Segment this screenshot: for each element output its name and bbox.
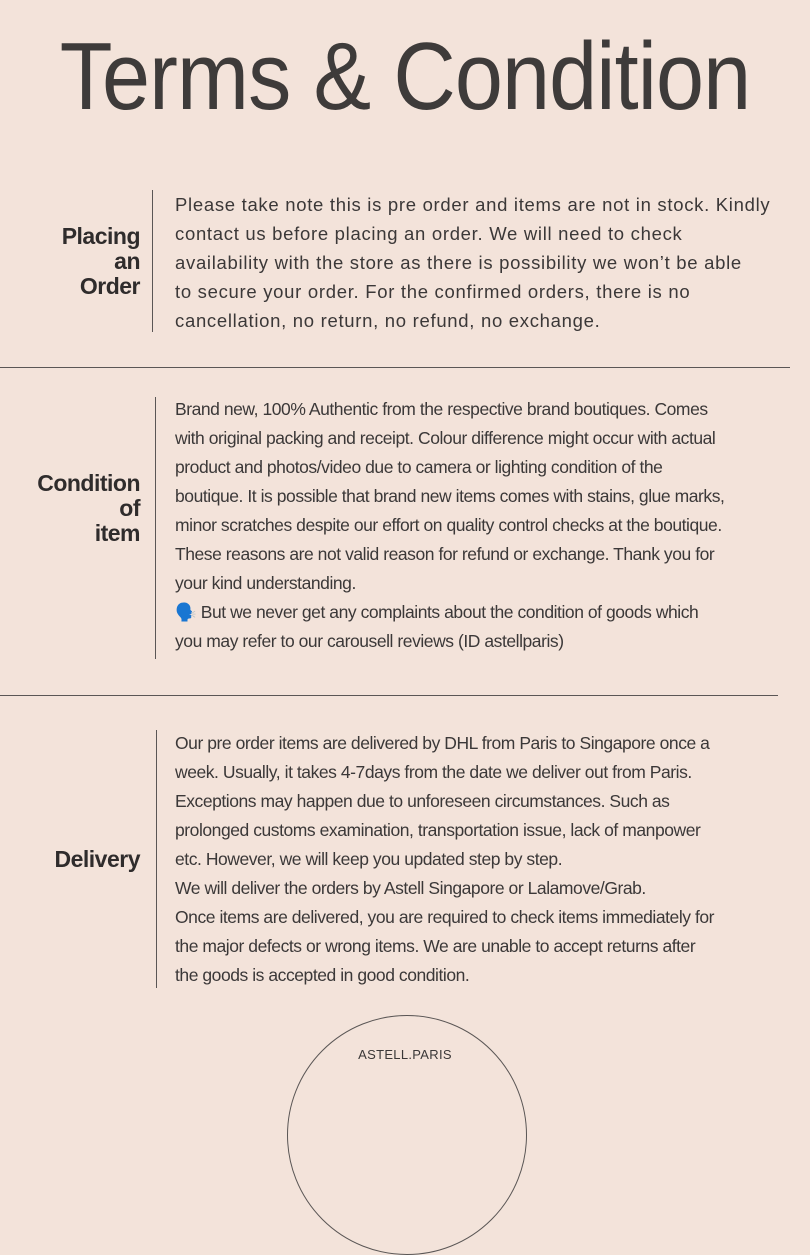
text-line: Delivery xyxy=(54,846,140,872)
delivery-text xyxy=(175,729,714,990)
text-line: item xyxy=(94,520,140,546)
text-line: you may refer to our carousell reviews (ID astellparis) xyxy=(175,631,564,651)
text-line: prolonged customs examination, transportation issue, lack of manpower xyxy=(175,820,701,840)
section-heading-delivery xyxy=(54,847,140,872)
text-line: to secure your order. For the confirmed orders, there is no xyxy=(175,281,691,302)
text-line: availability with the store as there is possibility we won’t be able xyxy=(175,252,742,273)
text-line: We will deliver the orders by Astell Singapore or Lalamove/Grab. xyxy=(175,878,646,898)
text-line: Brand new, 100% Authentic from the respective brand boutiques. Comes xyxy=(175,399,708,419)
text-line: contact us before placing an order. We will need to check xyxy=(175,223,683,244)
text-line: cancellation, no return, no refund, no exchange. xyxy=(175,310,601,331)
text-line: with original packing and receipt. Colour difference might occur with actual xyxy=(175,428,716,448)
divider xyxy=(156,730,157,988)
text-line: your kind understanding. xyxy=(175,573,356,593)
condition-text xyxy=(175,395,724,656)
placing-order-text xyxy=(175,190,770,335)
text-line: etc. However, we will keep you updated step by step. xyxy=(175,849,563,869)
text-line: Exceptions may happen due to unforeseen circumstances. Such as xyxy=(175,791,670,811)
text-line: Order xyxy=(79,273,140,299)
text-line: minor scratches despite our effort on quality control checks at the boutique. xyxy=(175,515,722,535)
text-line: Placing xyxy=(61,223,140,249)
text-line: boutique. It is possible that brand new items comes with stains, glue marks, xyxy=(175,486,725,506)
divider xyxy=(155,397,156,659)
section-separator xyxy=(0,695,778,696)
text-line: Condition xyxy=(37,470,140,496)
text-line: Please take note this is pre order and items are not in stock. Kindly xyxy=(175,194,771,215)
text-line: product and photos/video due to camera or lighting condition of the xyxy=(175,457,663,477)
text-line: 🗣️ But we never get any complaints about the condition of goods which xyxy=(175,602,699,622)
text-line: week. Usually, it takes 4-7days from the date we deliver out from Paris. xyxy=(175,762,692,782)
text-line: Once items are delivered, you are required to check items immediately for xyxy=(175,907,715,927)
text-line: an xyxy=(114,248,140,274)
text-line: These reasons are not valid reason for refund or exchange. Thank you for xyxy=(175,544,715,564)
page-title: Terms & Condition xyxy=(59,23,751,130)
text-line: Our pre order items are delivered by DHL from Paris to Singapore once a xyxy=(175,733,710,753)
brand-name: ASTELL.PARIS xyxy=(358,1047,452,1062)
section-heading-condition-of-item xyxy=(37,471,140,546)
section-heading-placing-order xyxy=(62,224,140,299)
divider xyxy=(152,190,153,332)
text-line: of xyxy=(119,495,140,521)
text-line: the major defects or wrong items. We are unable to accept returns after xyxy=(175,936,696,956)
text-line: the goods is accepted in good condition. xyxy=(175,965,470,985)
section-separator xyxy=(0,367,790,368)
